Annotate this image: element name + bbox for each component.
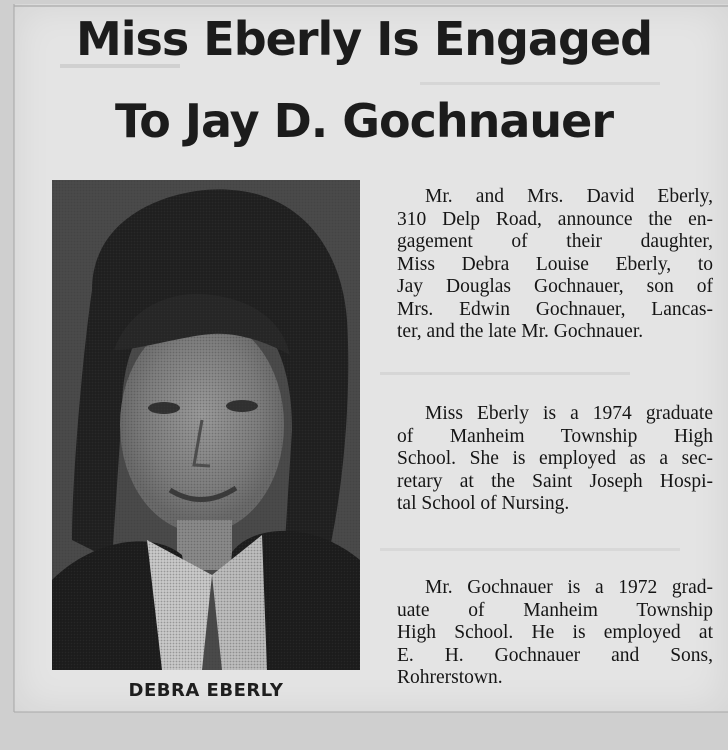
- text-line: of Manheim Township High: [397, 425, 713, 447]
- text-line: Jay Douglas Gochnauer, son of: [397, 276, 713, 297]
- text-line: tal School of Nursing.: [397, 493, 570, 514]
- paragraph-groom-education: [397, 577, 713, 690]
- text-line: uate of Manheim Township: [397, 599, 713, 621]
- photo-caption: DEBRA EBERLY: [128, 680, 284, 701]
- text-line: retary at the Saint Joseph Hospi-: [397, 470, 713, 492]
- text-line: Mr. and Mrs. David Eberly,: [425, 186, 713, 207]
- text-line: High School. He is employed at: [397, 622, 713, 643]
- text-line: Mr. Gochnauer is a 1972 grad-: [425, 577, 713, 598]
- text-line: 310 Delp Road, announce the en-: [397, 208, 713, 230]
- text-line: gagement of their daughter,: [397, 231, 713, 252]
- portrait-photo: [52, 180, 360, 670]
- text-line: ter, and the late Mr. Gochnauer.: [397, 321, 644, 342]
- text-line: E. H. Gochnauer and Sons,: [397, 644, 713, 666]
- text-line: Miss Eberly is a 1974 graduate: [425, 403, 713, 424]
- text-line: Rohrerstown.: [397, 667, 503, 688]
- paragraph-announcement: [397, 186, 713, 344]
- text-line: School. She is employed as a sec-: [397, 448, 713, 469]
- text-line: Mrs. Edwin Gochnauer, Lancas-: [397, 298, 713, 320]
- headline-line-2: To Jay D. Gochnauer: [114, 94, 614, 148]
- portrait-illustration: [52, 180, 360, 670]
- paragraph-bride-education: [397, 403, 713, 516]
- headline-line-1: Miss Eberly Is Engaged: [75, 12, 653, 66]
- text-line: Miss Debra Louise Eberly, to: [397, 253, 713, 275]
